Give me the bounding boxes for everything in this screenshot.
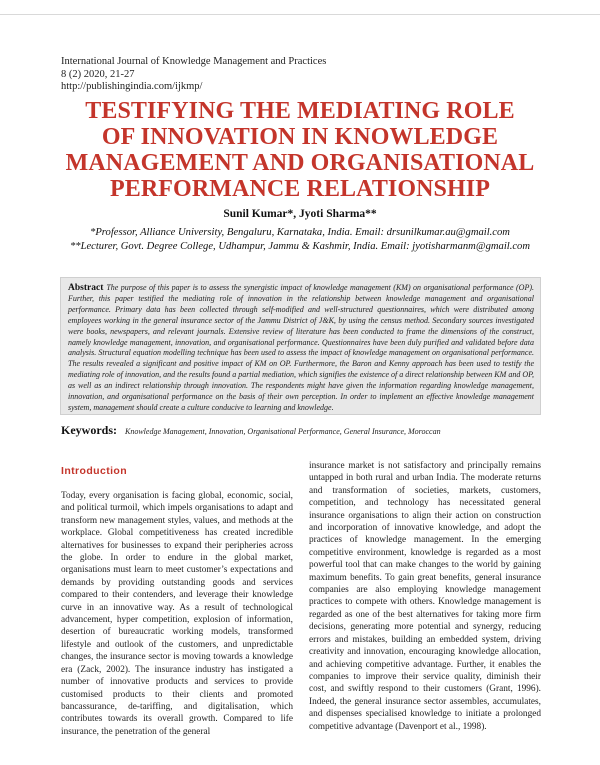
journal-header xyxy=(61,56,326,94)
journal-issue: 8 (2) 2020, 21-27 xyxy=(61,68,135,80)
abstract-box xyxy=(60,277,541,415)
affiliation-1: *Professor, Alliance University, Bengaluru, Karnataka, India. Email: drsunilkumar.au@gmail.com xyxy=(90,227,510,238)
abstract xyxy=(68,283,534,414)
body-column-left: Today, every organisation is facing global, economic, social, and political turmoil, which impels organisations to adapt and transform new management styles, values, and methods at the workplace. Global competitiveness has created incredible alternatives for businesses to expand their peripheries across the globe. In order to endure in the global market, organisations must learn to meet customer’s expectations and demands by providing outstanding goods and services compared to their contenders, and leverage their knowledge curve in an innovative way. As a result of technological advancement, hyper competition, explosion of information, desertion of bureaucratic working models, transformed lifestyle and outlook of the customers, and unpredictable changes, the insurance sector is moving towards a knowledge era (Zack, 2002). The insurance industry has instigated a number of innovative products and services to provide customised products to their clients and promoted bancassurance, de-tariffing, and digitalisation, which contributes towards its overall growth. Compared to life insurance, the penetration of the general xyxy=(61,491,293,737)
page-top-edge xyxy=(0,0,600,15)
paper-title xyxy=(60,98,540,202)
journal-url[interactable]: http://publishingindia.com/ijkmp/ xyxy=(61,81,203,92)
title-line: OF INNOVATION IN KNOWLEDGE xyxy=(101,124,499,150)
title-line: TESTIFYING THE MEDIATING ROLE xyxy=(85,98,515,124)
title-line: MANAGEMENT AND ORGANISATIONAL xyxy=(65,150,535,176)
title-line: PERFORMANCE RELATIONSHIP xyxy=(110,176,490,202)
abstract-label: Abstract xyxy=(68,283,104,293)
keywords-label: Keywords: xyxy=(61,423,117,437)
body-column-right: insurance market is not satisfactory and principally remains untapped in both rural and urban India. The moderate returns and transformation of societies, markets, customers, competition, and technology has necessitated general insurance organisations to align their action on construction and incorporation of innovative knowledge, and adopt the practices of knowledge management. In the emerging competitive environment, knowledge is regarded as a most powerful tool that can make changes to the world by gaining maximum benefits. To gain great benefits, general insurance companies are also employing knowledge management practices to compete with others. Knowledge management is regarded as one of the best alternatives for taking more firm decisions, generating more potential and synergy, reducing errors and mistakes, building an embedded system, driving creativity and innovation, encouraging knowledge allocation, and achieving competitive advantage. Further, it enables the companies to improve their service quality, diminish their cost, and swiftly respond to their customers (Grant, 1996). Indeed, the general insurance sector assembles, accumulates, and dispenses specialised knowledge to initiate a prolonged competitive advantage (Davenport et al., 1998). xyxy=(309,461,541,732)
section-heading-introduction: Introduction xyxy=(61,465,128,477)
affiliations xyxy=(60,226,540,253)
journal-name: International Journal of Knowledge Management and Practices xyxy=(61,56,327,67)
affiliation-2: **Lecturer, Govt. Degree College, Udhampur, Jammu & Kashmir, India. Email: jyotisharmanm@gmail.com xyxy=(69,240,531,252)
keywords xyxy=(61,423,541,438)
abstract-text: The purpose of this paper is to assess the synergistic impact of knowledge management (KM) on organisational performance (OP). Further, this paper testified the mediating role of innovation in the relationship between knowledge management and organisational performance. Primary data has been collected through self-modified and well-structured questionnaires, which were distributed among employees working in the general insurance sector of the Jammu District of J&K, by using the census method. Secondary sources investigated were books, newspapers, and relevant journals. Extensive review of literature has been conducted to frame the dimensions of the construct, namely knowledge management, innovation, and organisational performance. Questionnaires have been duly purified and validated before data analysis. Structural equation modelling technique has been used to assess the impact of knowledge management on organisational performance. The results revealed a significant and positive impact of KM on OP. Furthermore, the Baron and Kenny approach has been used to testify the mediating role of innovation, and the results found a partial mediation, which signifies the existence of a direct relationship between KM and OP, as well as an indirect relationship through innovation. The respondents might have given the information regarding knowledge management, innovation, and organisational performance on the basis of their own perception. In order to implement an effective knowledge management system, management should create a culture conducive to learning and knowledge. xyxy=(68,283,534,412)
keywords-list: Knowledge Management, Innovation, Organisational Performance, General Insurance, Moroccan xyxy=(125,427,441,436)
authors: Sunil Kumar*, Jyoti Sharma** xyxy=(223,208,377,220)
